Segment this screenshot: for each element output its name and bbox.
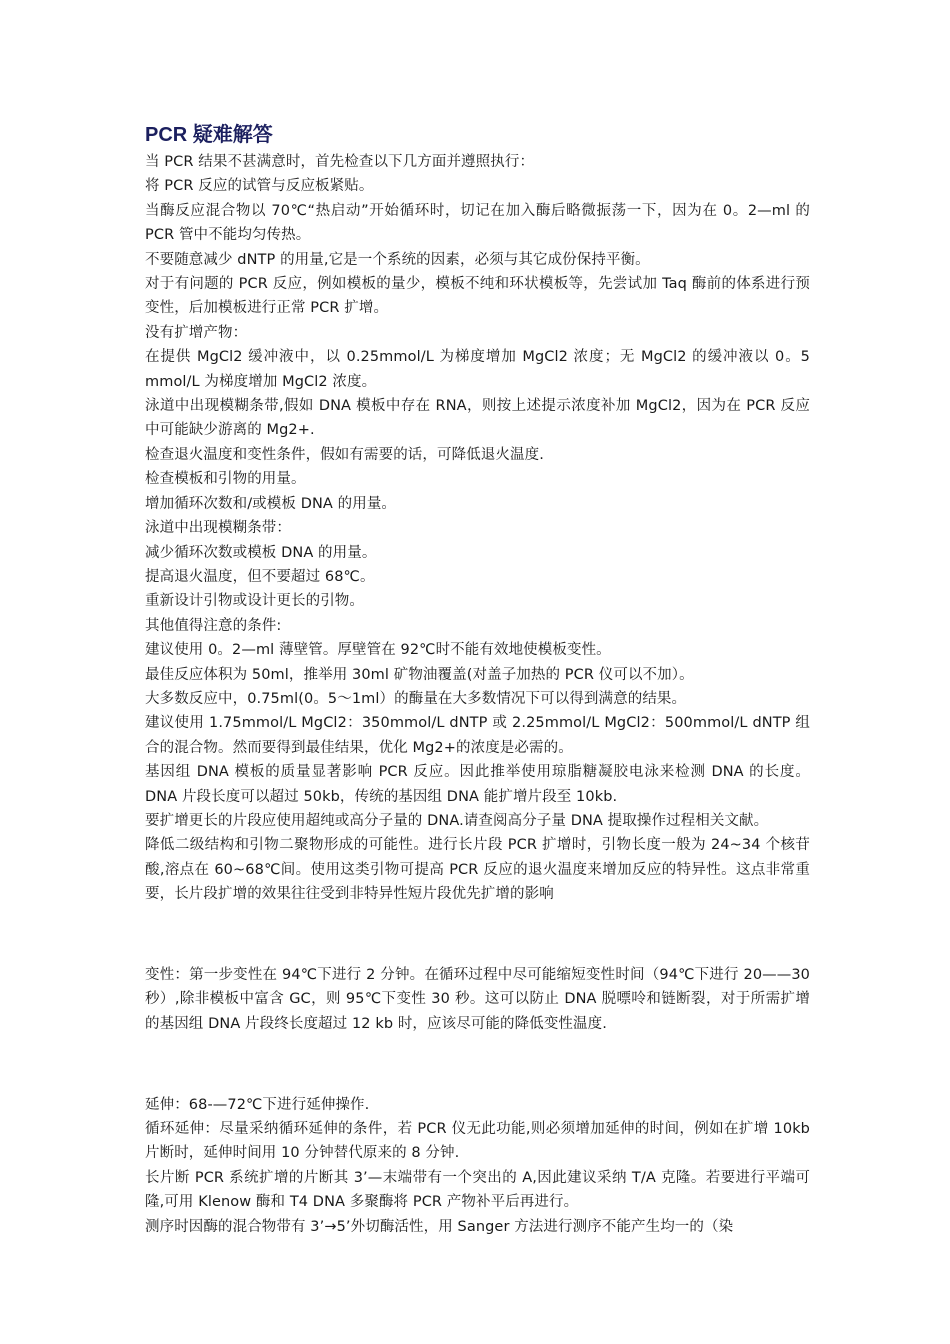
document-body bbox=[145, 150, 810, 1239]
body-paragraph: 降低二级结构和引物二聚物形成的可能性。进行长片段 PCR 扩增时，引物长度一般为 24~34 个核苷酸,溶点在 60~68℃间。使用这类引物可提高 PCR 反应的退火温度来增加反应的特异性。这点非常重要，长片段扩增的效果往往受到非特异性短片段优先扩增的影响 bbox=[145, 837, 810, 903]
document-title: PCR 疑难解答 bbox=[145, 124, 273, 146]
body-paragraph: 建议使用 0。2—ml 薄壁管。厚壁管在 92℃时不能有效地使模板变性。 bbox=[145, 642, 611, 659]
body-paragraph: 将 PCR 反应的试管与反应板紧贴。 bbox=[145, 178, 374, 195]
body-paragraph: 基因组 DNA 模板的质量显著影响 PCR 反应。因此推举使用琼脂糖凝胶电泳来检测 DNA 的长度。DNA 片段长度可以超过 50kb，传统的基因组 DNA 能扩增片段至 10kb. bbox=[145, 764, 810, 805]
document-page bbox=[145, 120, 810, 1239]
body-paragraph: 提高退火温度，但不要超过 68℃。 bbox=[145, 568, 375, 585]
body-paragraph: 建议使用 1.75mmol/L MgCl2：350mmol/L dNTP 或 2.25mmol/L MgCl2：500mmol/L dNTP 组合的混合物。然而要得到最佳结果，优化 Mg2+的浓度是必需的。 bbox=[145, 715, 810, 756]
body-paragraph: 泳道中出现模糊条带,假如 DNA 模板中存在 RNA，则按上述提示浓度补加 MgCl2，因为在 PCR 反应中可能缺少游离的 Mg2+. bbox=[145, 398, 810, 439]
body-paragraph: 没有扩增产物： bbox=[145, 324, 248, 341]
body-paragraph: 长片断 PCR 系统扩增的片断其 3’—末端带有一个突出的 A,因此建议采纳 T/A 克隆。若要进行平端可隆,可用 Klenow 酶和 T4 DNA 多聚酶将 PCR 产物补平后再进行。 bbox=[145, 1169, 810, 1211]
body-paragraph: 测序时因酶的混合物带有 3’→5’外切酶活性，用 Sanger 方法进行测序不能产生均一的（染 bbox=[145, 1218, 734, 1235]
body-paragraph: 变性：第一步变性在 94℃下进行 2 分钟。在循环过程中尽可能缩短变性时间（94℃下进行 20——30 秒）,除非模板中富含 GC，则 95℃下变性 30 秒。这可以防止 DNA 脱嘌呤和链断裂，对于所需扩增的基因组 DNA 片段终长度超过 12 kb 时，应该尽可能的降低变性温度. bbox=[145, 966, 810, 1032]
body-paragraph: 要扩增更长的片段应使用超纯或高分子量的 DNA.请查阅高分子量 DNA 提取操作过程相关文献。 bbox=[145, 812, 769, 829]
body-paragraph: 减少循环次数或模板 DNA 的用量。 bbox=[145, 544, 377, 561]
body-paragraph: 重新设计引物或设计更长的引物。 bbox=[145, 593, 364, 610]
body-paragraph: 其他值得注意的条件: bbox=[145, 617, 282, 634]
body-paragraph: 不要随意减少 dNTP 的用量,它是一个系统的因素，必须与其它成份保持平衡。 bbox=[145, 251, 650, 268]
body-paragraph: 循环延伸：尽量采纳循环延伸的条件，若 PCR 仪无此功能,则必须增加延伸的时间，例如在扩增 10kb 片断时，延伸时间用 10 分钟替代原来的 8 分钟. bbox=[145, 1121, 810, 1162]
body-paragraph: 检查退火温度和变性条件，假如有需要的话，可降低退火温度. bbox=[145, 446, 544, 463]
body-paragraph: 当酶反应混合物以 70℃“热启动”开始循环时，切记在加入酶后略微振荡一下，因为在 0。2—ml 的 PCR 管中不能均匀传热。 bbox=[145, 202, 810, 244]
blank-line bbox=[145, 1052, 810, 1076]
body-paragraph: 大多数反应中，0.75ml(0。5～1ml）的酶量在大多数情况下可以得到满意的结果。 bbox=[145, 690, 687, 707]
body-paragraph: 检查模板和引物的用量。 bbox=[145, 471, 306, 488]
body-paragraph: 泳道中出现模糊条带： bbox=[145, 520, 291, 537]
body-paragraph: 对于有问题的 PCR 反应，例如模板的量少，模板不纯和环状模板等，先尝试加 Taq 酶前的体系进行预变性，后加模板进行正常 PCR 扩增。 bbox=[145, 276, 810, 317]
body-paragraph: 最佳反应体积为 50ml，推举用 30ml 矿物油覆盖(对盖子加热的 PCR 仪可以不加）。 bbox=[145, 666, 694, 683]
blank-line bbox=[145, 923, 810, 947]
body-paragraph: 当 PCR 结果不甚满意时，首先检查以下几方面并遵照执行： bbox=[145, 154, 535, 170]
body-paragraph: 增加循环次数和/或模板 DNA 的用量。 bbox=[145, 495, 397, 512]
body-paragraph: 在提供 MgCl2 缓冲液中，以 0.25mmol/L 为梯度增加 MgCl2 浓度；无 MgCl2 的缓冲液以 0。5 mmol/L 为梯度增加 MgCl2 浓度。 bbox=[145, 349, 810, 390]
body-paragraph: 延伸：68-—72℃下进行延伸操作. bbox=[145, 1096, 370, 1113]
